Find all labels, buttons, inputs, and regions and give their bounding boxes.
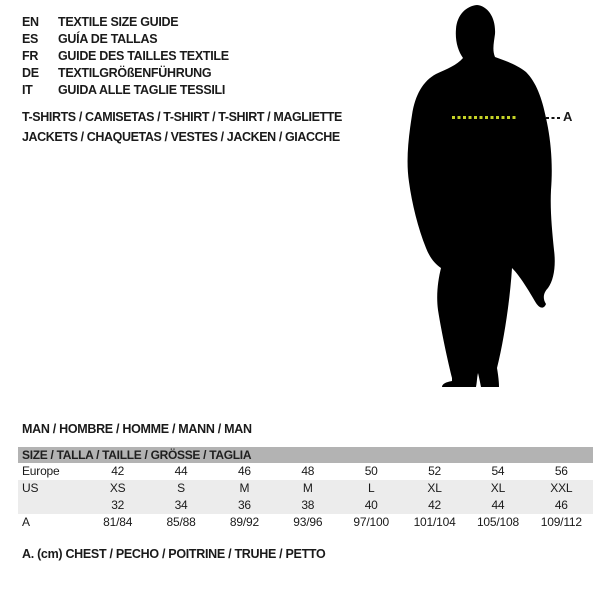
table-cell: M <box>239 481 250 495</box>
table-cell: 42 <box>428 498 442 512</box>
row-label <box>18 497 86 514</box>
language-row-es <box>22 31 229 48</box>
table-cell: XL <box>490 481 506 495</box>
category-line-jackets: JACKETS / CHAQUETAS / VESTES / JACKEN / GIACCHE <box>22 130 340 144</box>
table-cell: 93/96 <box>293 515 323 529</box>
table-cell: XL <box>427 481 442 495</box>
table-cell: 46 <box>554 498 568 512</box>
language-code: DE <box>22 66 39 80</box>
language-row-en <box>22 14 229 31</box>
measure-label-a: A <box>563 109 573 124</box>
table-cell: 46 <box>237 464 251 478</box>
table-row-us <box>18 480 593 497</box>
table-cell: 56 <box>554 464 568 478</box>
language-label: GUÍA DE TALLAS <box>58 32 158 46</box>
language-row-it <box>22 82 229 99</box>
table-cell: 32 <box>111 498 125 512</box>
footnote-chest-measure: A. (cm) CHEST / PECHO / POITRINE / TRUHE / PETTO <box>22 547 326 561</box>
man-silhouette-svg <box>398 0 578 390</box>
table-cell: 105/108 <box>476 515 519 529</box>
table-row-chest-a <box>18 514 593 531</box>
table-cell: 97/100 <box>353 515 389 529</box>
language-label: GUIDA ALLE TAGLIE TESSILI <box>58 83 226 97</box>
table-cell: M <box>302 481 313 495</box>
table-cell: 109/112 <box>540 515 582 529</box>
language-label: GUIDE DES TAILLES TEXTILE <box>58 49 229 63</box>
man-silhouette <box>398 0 578 390</box>
table-cell: 42 <box>111 464 125 478</box>
table-row-europe <box>18 463 593 480</box>
language-row-de <box>22 65 229 82</box>
table-cell: 44 <box>174 464 188 478</box>
category-line-tshirts: T-SHIRTS / CAMISETAS / T-SHIRT / T-SHIRT / MAGLIETTE <box>22 110 342 124</box>
language-label: TEXTILE SIZE GUIDE <box>58 15 179 29</box>
table-cell: S <box>177 481 185 495</box>
language-code: EN <box>22 15 39 29</box>
table-cell: 89/92 <box>229 515 259 529</box>
language-row-fr <box>22 48 229 65</box>
table-cell: 44 <box>491 498 505 512</box>
table-cell: 38 <box>301 498 315 512</box>
table-cell: XS <box>109 481 126 495</box>
table-cell: 40 <box>364 498 378 512</box>
language-label: TEXTILGRÖßENFÜHRUNG <box>58 66 212 80</box>
table-cell: 34 <box>174 498 188 512</box>
language-list <box>22 14 229 99</box>
table-cell: 101/104 <box>413 515 456 529</box>
section-title-man: MAN / HOMBRE / HOMME / MANN / MAN <box>22 422 252 436</box>
language-code: FR <box>22 49 39 63</box>
row-label: A <box>22 515 30 529</box>
table-cell: 54 <box>491 464 505 478</box>
table-cell: 52 <box>428 464 442 478</box>
measure-connector-dashed-line <box>546 117 561 119</box>
size-table-header: SIZE / TALLA / TAILLE / GRÖSSE / TAGLIA <box>18 447 593 463</box>
table-cell: XXL <box>550 481 573 495</box>
language-code: ES <box>22 32 39 46</box>
table-cell: L <box>367 481 375 495</box>
table-row-numeric <box>18 497 593 514</box>
table-cell: 85/88 <box>166 515 196 529</box>
row-label: Europe <box>22 464 60 478</box>
table-cell: 48 <box>301 464 315 478</box>
chest-measure-dotted-line <box>452 116 518 119</box>
row-label: US <box>22 481 39 495</box>
size-table <box>18 447 593 531</box>
table-cell: 36 <box>237 498 251 512</box>
table-cell: 81/84 <box>103 515 133 529</box>
language-code: IT <box>22 83 33 97</box>
table-cell: 50 <box>364 464 378 478</box>
